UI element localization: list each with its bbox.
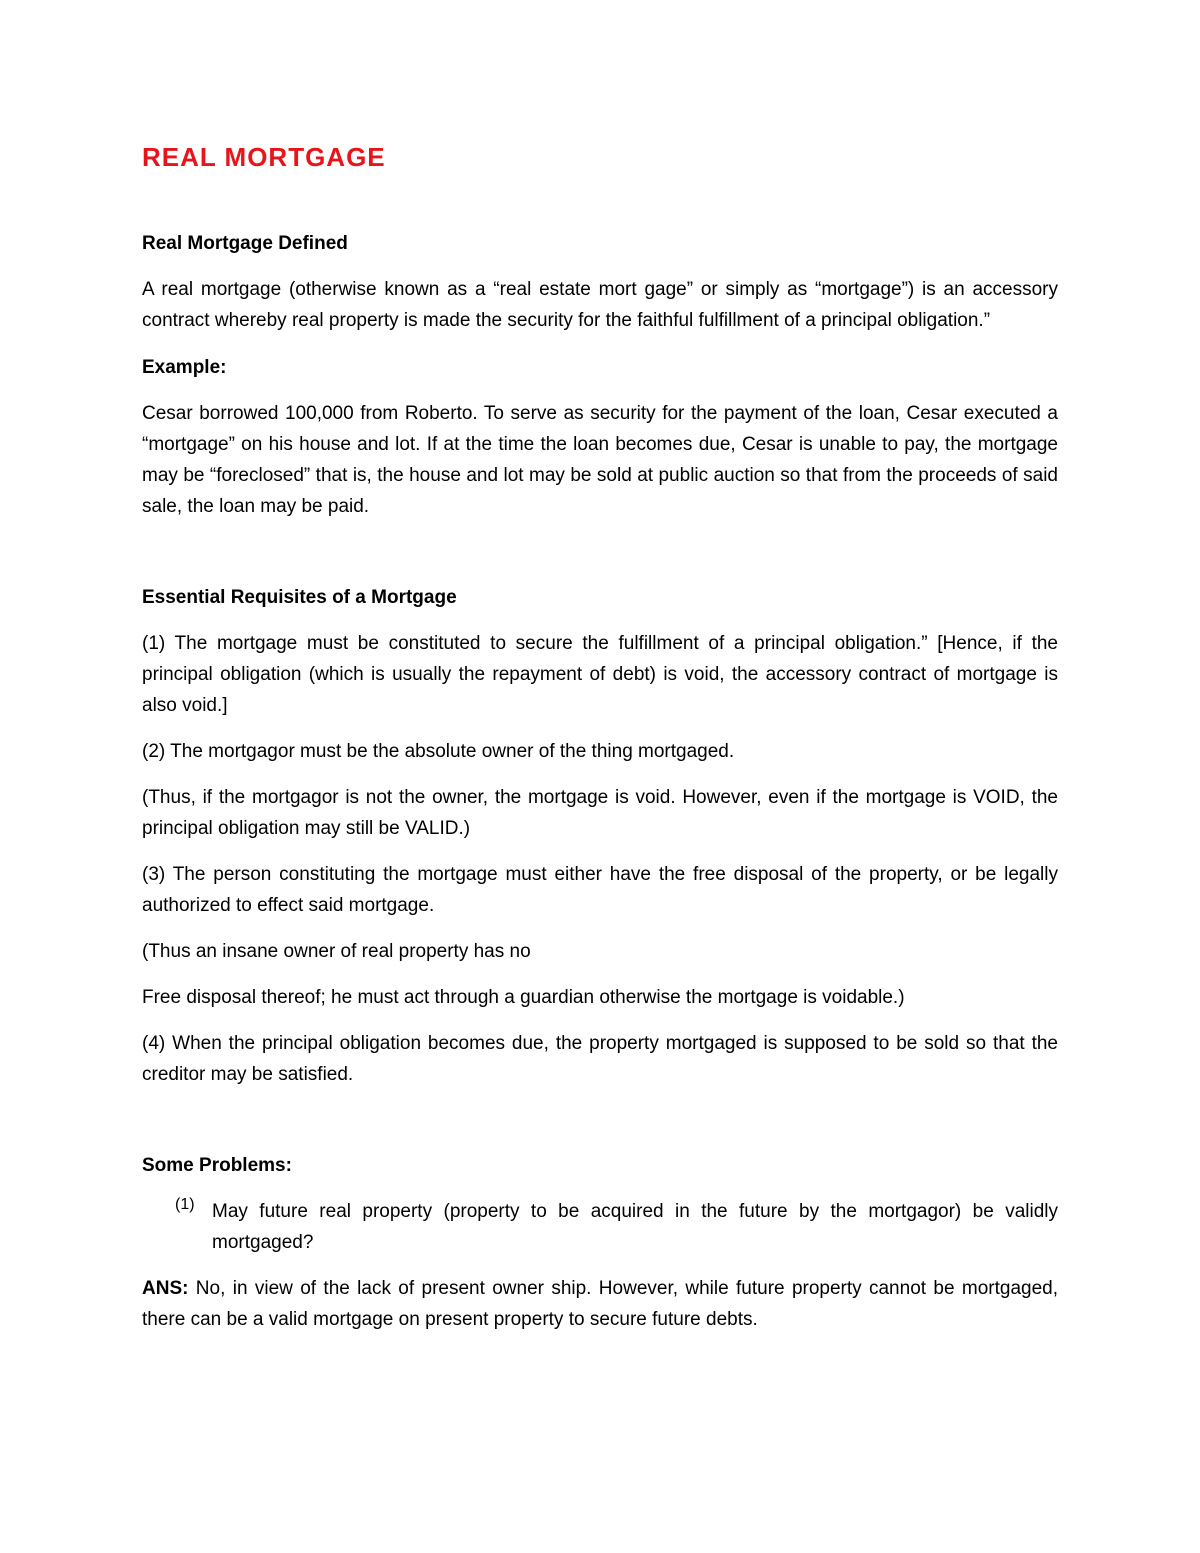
definition-paragraph: A real mortgage (otherwise known as a “real estate mort gage” or simply as “mortgage”) is an accessory contract whereby real property is made the security for the faithful fulfillment of a principal obligation.” [142,279,1058,331]
requisite-note-3a: (Thus an insane owner of real property has no [142,941,531,962]
heading-real-mortgage-defined: Real Mortgage Defined [142,233,348,254]
example-paragraph: Cesar borrowed 100,000 from Roberto. To serve as security for the payment of the loan, Cesar executed a “mortgage” on his house and lot. If at the time the loan becomes due, Cesar is unable to pay, the mortgage may be “foreclosed” that is, the house and lot may be sold at public auction so that from the proceeds of said sale, the loan may be paid. [142,403,1058,517]
answer-label: ANS: [142,1278,189,1299]
problem-answer [142,1273,1058,1335]
problem-number: (1) [175,1196,195,1213]
requisite-item-1: (1) The mortgage must be constituted to secure the fulfillment of a principal obligation.” [Hence, if the principal obligation (which is usually the repayment of debt) is void, the accessory contract of mortgage is also void.] [142,633,1058,716]
problem-question: May future real property (property to be acquired in the future by the mortgagor) be validly mortgaged? [212,1201,1058,1253]
answer-text: No, in view of the lack of present owner ship. However, while future property cannot be mortgaged, there can be a valid mortgage on present property to secure future debts. [142,1278,1058,1330]
requisite-item-2: (2) The mortgagor must be the absolute owner of the thing mortgaged. [142,741,735,762]
heading-example: Example: [142,357,227,378]
requisite-item-3: (3) The person constituting the mortgage must either have the free disposal of the property, or be legally authorized to effect said mortgage. [142,864,1058,916]
document-title: REAL MORTGAGE [142,142,386,172]
document-page [142,138,1058,1335]
heading-essential-requisites: Essential Requisites of a Mortgage [142,587,457,608]
requisite-item-4: (4) When the principal obligation becomes due, the property mortgaged is supposed to be sold so that the creditor may be satisfied. [142,1033,1058,1085]
heading-some-problems: Some Problems: [142,1155,292,1176]
problem-item-1 [142,1196,1058,1258]
requisite-note-3b: Free disposal thereof; he must act through a guardian otherwise the mortgage is voidable.) [142,987,905,1008]
requisite-note-2: (Thus, if the mortgagor is not the owner, the mortgage is void. However, even if the mortgage is VOID, the principal obligation may still be VALID.) [142,787,1058,839]
